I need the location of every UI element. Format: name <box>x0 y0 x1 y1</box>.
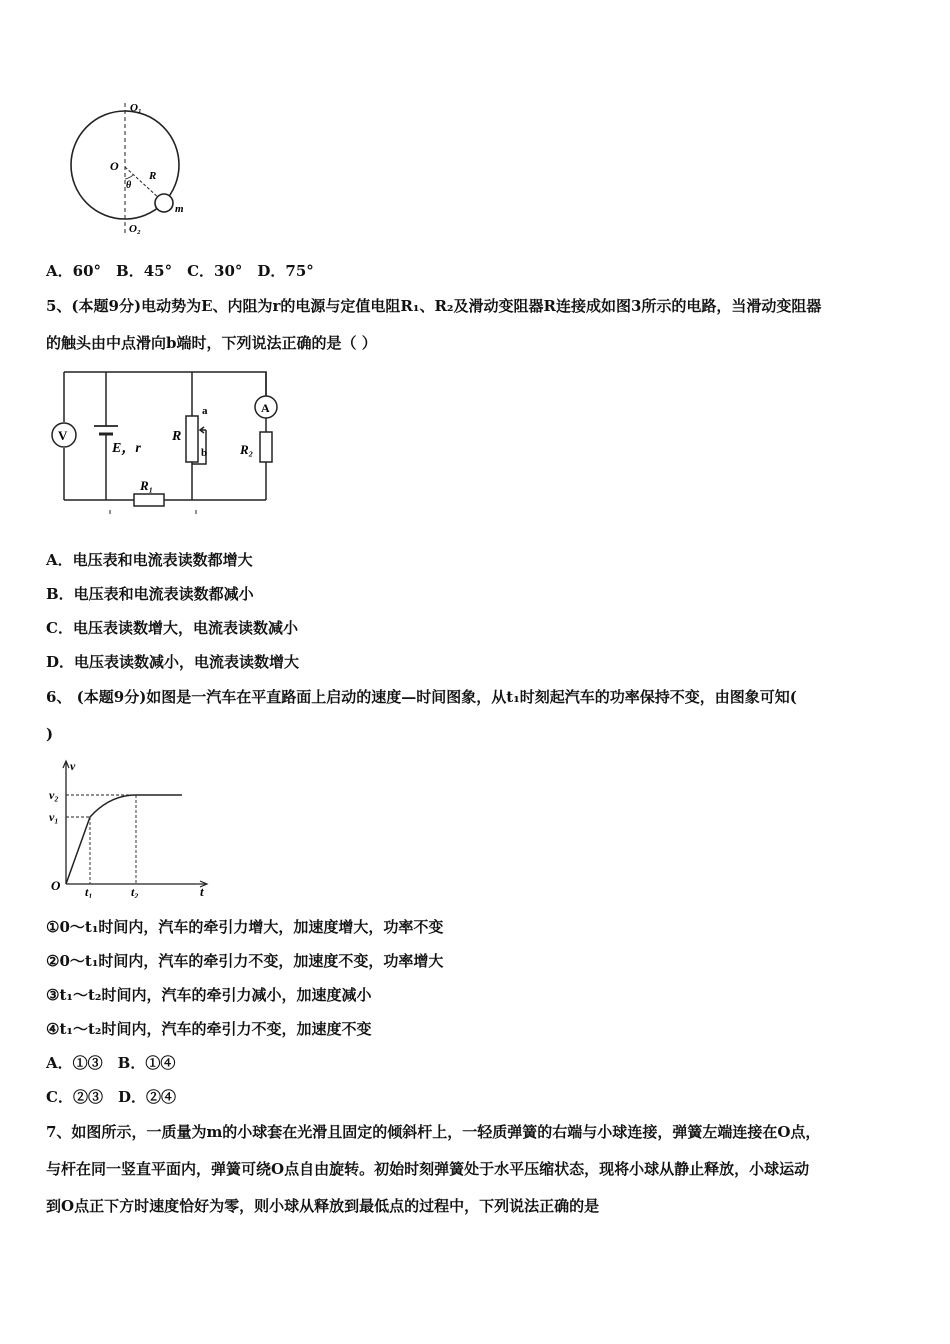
origin-label: O <box>51 878 61 893</box>
q6-stem-line2: ) <box>46 725 54 743</box>
voltmeter-label: V <box>58 428 68 443</box>
label-theta: θ <box>126 180 132 191</box>
q6-options-line1: A．①③ B．①④ <box>46 1054 176 1072</box>
v-axis-label: v <box>70 759 76 773</box>
t2-label: t₂ <box>131 885 139 898</box>
q6-statement-4: ④t₁～t₂时间内，汽车的牵引力不变，加速度不变 <box>46 1020 372 1038</box>
v1-label: v₁ <box>49 810 59 824</box>
q5-option-d: D．电压表读数减小，电流表读数增大 <box>46 653 300 671</box>
q6-options-line2: C．②③ D．②④ <box>46 1088 176 1106</box>
label-o1: O₁ <box>130 102 142 114</box>
q6-statement-2: ②0～t₁时间内，汽车的牵引力不变，加速度不变，功率增大 <box>46 952 444 970</box>
q7-line3: 到O点正下方时速度恰好为零，则小球从释放到最低点的过程中，下列说法正确的是 <box>46 1197 600 1215</box>
rheostat-label: R <box>172 429 182 444</box>
q5-option-c: C．电压表读数增大，电流表读数减小 <box>46 619 298 637</box>
q4-options: A．60° B．45° C．30° D．75° <box>46 262 314 280</box>
resistor-r1-body <box>134 494 164 506</box>
q5-option-a: A．电压表和电流表读数都增大 <box>46 551 253 569</box>
resistor-r2-body <box>260 432 272 462</box>
q5-stem-line2: 的触头由中点滑向b端时，下列说法正确的是（ ） <box>46 334 377 352</box>
q6-stem-line1: 6、 (本题9分)如图是一汽车在平直路面上启动的速度—时间图象，从t₁时刻起汽车的功率保持不变，由图象可知( <box>46 688 797 706</box>
terminal-b-label: b <box>201 447 208 459</box>
q6-statement-3: ③t₁～t₂时间内，汽车的牵引力减小，加速度减小 <box>46 986 372 1004</box>
circuit-figure <box>46 364 282 516</box>
q6-statement-1: ①0～t₁时间内，汽车的牵引力增大，加速度增大，功率不变 <box>46 918 444 936</box>
small-ball <box>155 194 173 212</box>
v2-label: v₂ <box>49 788 59 802</box>
circle-figure <box>60 95 200 245</box>
rheostat-r-body <box>186 416 198 462</box>
q5-option-b: B．电压表和电流表读数都减小 <box>46 585 254 603</box>
terminal-a-label: a <box>202 405 208 417</box>
ammeter-label: A <box>261 401 270 415</box>
r2-label: R₂ <box>240 442 254 457</box>
label-r: R <box>149 170 157 182</box>
circuit-outer-wire <box>64 372 266 416</box>
label-m: m <box>175 203 184 215</box>
theta-arc <box>125 175 133 179</box>
velocity-curve <box>66 795 182 884</box>
t1-label: t₁ <box>85 885 93 898</box>
t-axis-label: t <box>200 884 204 898</box>
q7-line2: 与杆在同一竖直平面内，弹簧可绕O点自由旋转。初始时刻弹簧处于水平压缩状态，现将小球从静止释放，小球运动 <box>46 1160 810 1178</box>
label-o: O <box>110 159 119 173</box>
r1-label: R₁ <box>140 478 154 493</box>
vt-graph <box>46 756 216 898</box>
q7-line1: 7、如图所示，一质量为m的小球套在光滑且固定的倾斜杆上，一轻质弹簧的右端与小球连接，弹簧左端连接在O点， <box>46 1123 821 1141</box>
label-o2: O₂ <box>129 223 141 235</box>
source-label: E，r <box>112 441 141 456</box>
q5-stem-line1: 5、(本题9分)电动势为E、内阻为r的电源与定值电阻R₁、R₂及滑动变阻器R连接成如图3所示的电路，当滑动变阻器 <box>46 297 822 315</box>
